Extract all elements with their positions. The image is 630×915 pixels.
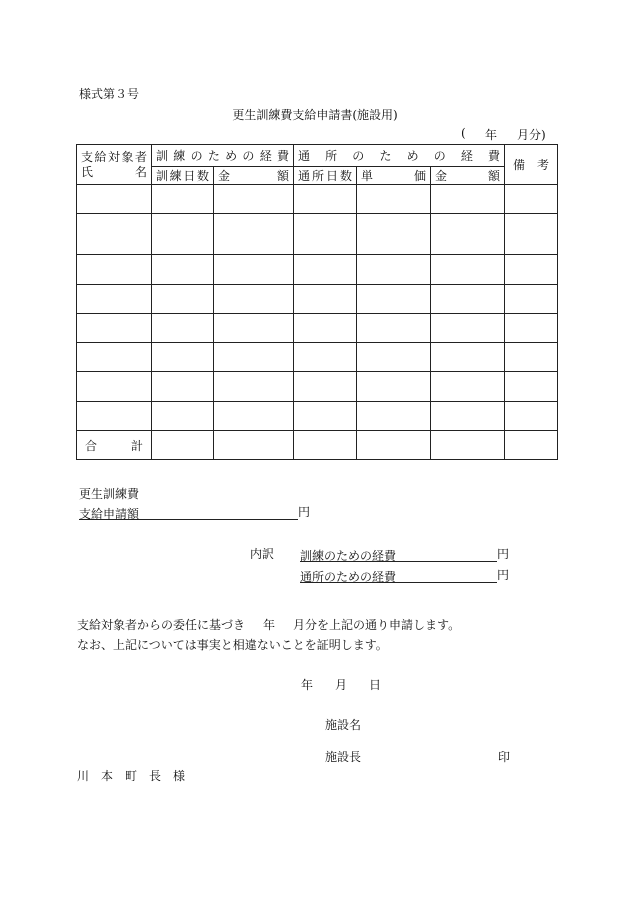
table-cell[interactable] [77,314,152,343]
recipient-header-line1: 支給対象者 [81,149,147,164]
table-cell[interactable] [357,431,431,460]
total-row [77,431,558,460]
total-request-field[interactable] [79,505,298,520]
table-cell[interactable] [214,431,294,460]
table-cell[interactable] [505,431,558,460]
statement-line2: なお、上記については事実と相違ないことを証明します。 [77,638,388,652]
table-cell[interactable] [505,372,558,402]
commute-days-header: 通所日数 [294,167,357,185]
training-amount-header: 金額 [214,167,294,185]
table-cell[interactable] [152,214,214,255]
table-cell[interactable] [152,185,214,214]
yen-unit: 円 [497,547,510,561]
table-cell[interactable] [431,402,505,431]
seal-mark: 印 [498,750,511,764]
table-cell[interactable] [77,402,152,431]
table-cell[interactable] [152,431,214,460]
table-cell[interactable] [357,255,431,285]
table-cell[interactable] [152,343,214,372]
table-cell[interactable] [357,402,431,431]
recipient-name-header [77,145,152,185]
table-cell[interactable] [214,343,294,372]
statement-line1-part1: 支給対象者からの委任に基づき [77,618,246,632]
statement-line1-part2: 月分を上記の通り申請します。 [293,618,461,632]
training-breakdown-field[interactable] [300,547,497,562]
table-cell[interactable] [152,285,214,314]
statement-year: 年 [263,618,276,632]
date-year: 年 [301,678,314,692]
table-cell[interactable] [505,314,558,343]
table-cell[interactable] [152,402,214,431]
table-cell[interactable] [294,372,357,402]
total-label: 合計 [77,431,152,460]
table-cell[interactable] [505,185,558,214]
table-cell[interactable] [431,314,505,343]
document-title: 更生訓練費支給申請書(施設用) [232,108,398,122]
yen-unit: 円 [298,505,311,519]
table-cell[interactable] [294,285,357,314]
commute-expense-header: 通所のための経費 [294,145,505,167]
table-cell[interactable] [357,185,431,214]
table-cell[interactable] [505,402,558,431]
yen-unit: 円 [497,568,510,582]
table-cell[interactable] [152,314,214,343]
table-cell[interactable] [431,343,505,372]
facility-head-label: 施設長 [325,750,362,764]
table-cell[interactable] [214,285,294,314]
commute-breakdown-label: 通所のための経費 [300,570,397,584]
table-cell[interactable] [152,255,214,285]
table-cell[interactable] [77,255,152,285]
summary-label-line1: 更生訓練費 [79,487,140,501]
table-cell[interactable] [77,285,152,314]
table-row [77,285,558,314]
expense-table [76,144,558,460]
unit-price-header: 単価 [357,167,431,185]
table-row [77,402,558,431]
commute-breakdown-row [300,566,509,583]
table-cell[interactable] [294,314,357,343]
date-day: 日 [369,678,382,692]
table-row [77,185,558,214]
facility-name-label: 施設名 [325,718,362,732]
table-cell[interactable] [77,343,152,372]
table-cell[interactable] [431,372,505,402]
table-cell[interactable] [214,314,294,343]
table-row [77,372,558,402]
training-days-header: 訓練日数 [152,167,214,185]
table-cell[interactable] [214,185,294,214]
application-date [301,676,381,693]
table-cell[interactable] [357,285,431,314]
table-row [77,343,558,372]
table-cell[interactable] [431,255,505,285]
date-month: 月 [335,678,348,692]
summary-label-line2: 支給申請額 [79,507,140,521]
table-cell[interactable] [357,372,431,402]
table-cell[interactable] [357,214,431,255]
table-cell[interactable] [77,185,152,214]
recipient-header-line2: 氏 名 [81,164,147,179]
table-row [77,214,558,255]
addressee: 川 本 町 長 様 [77,769,186,783]
table-cell[interactable] [294,343,357,372]
table-cell[interactable] [431,214,505,255]
table-cell[interactable] [294,214,357,255]
table-cell[interactable] [294,402,357,431]
table-row [77,255,558,285]
table-cell[interactable] [505,255,558,285]
table-cell[interactable] [214,214,294,255]
training-breakdown-row [300,545,509,562]
statement-line1 [77,616,460,633]
table-cell[interactable] [214,402,294,431]
table-cell[interactable] [294,185,357,214]
table-cell[interactable] [505,214,558,255]
table-cell[interactable] [431,431,505,460]
table-cell[interactable] [505,285,558,314]
period-year: 年 [485,128,498,142]
table-cell[interactable] [152,372,214,402]
breakdown-label: 内訳 [250,547,275,561]
total-request-row [79,503,310,520]
table-cell[interactable] [77,372,152,402]
period-month: 月分) [517,128,546,142]
table-cell[interactable] [505,343,558,372]
table-cell[interactable] [357,314,431,343]
table-cell[interactable] [357,343,431,372]
remarks-header: 備考 [505,145,558,185]
period-open: ( [461,126,466,140]
form-number: 様式第３号 [79,87,140,101]
training-breakdown-label: 訓練のための経費 [300,549,397,563]
commute-breakdown-field[interactable] [300,568,497,583]
table-cell[interactable] [214,372,294,402]
commute-amount-header: 金額 [431,167,505,185]
table-cell[interactable] [431,185,505,214]
table-cell[interactable] [214,255,294,285]
table-cell[interactable] [431,285,505,314]
table-row [77,314,558,343]
table-cell[interactable] [294,255,357,285]
table-cell[interactable] [294,431,357,460]
training-expense-header: 訓練のための経費 [152,145,294,167]
table-cell[interactable] [77,214,152,255]
